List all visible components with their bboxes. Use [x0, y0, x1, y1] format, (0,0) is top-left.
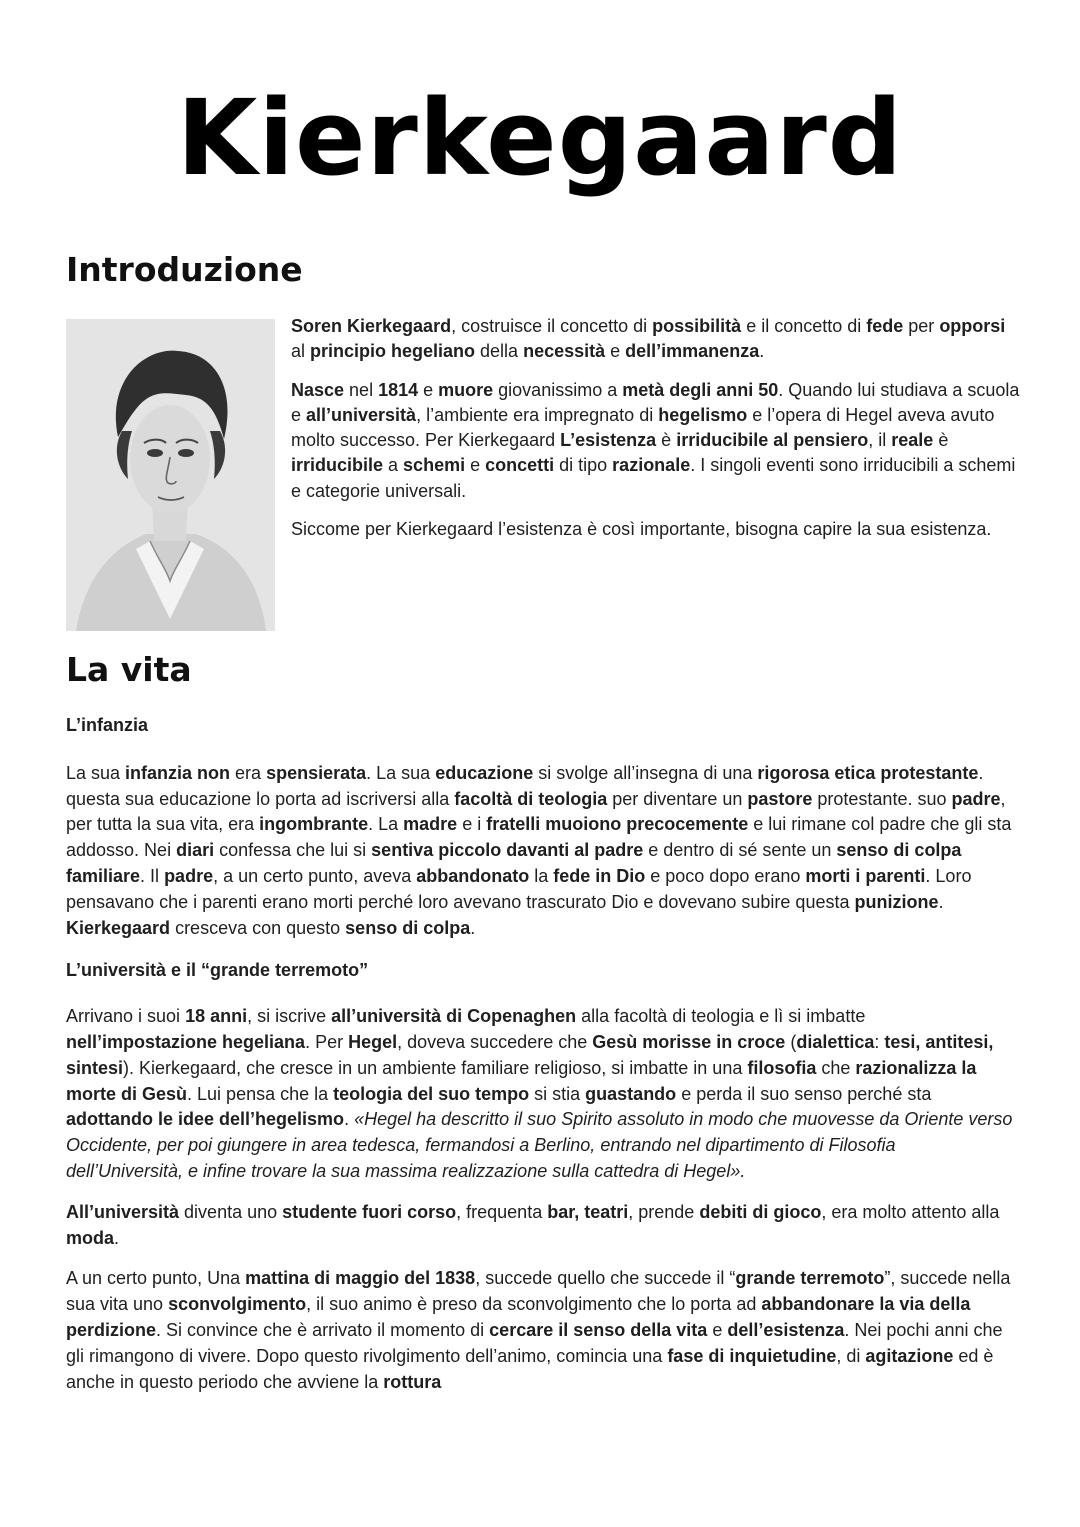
bold-term: necessità	[523, 341, 606, 362]
text-run: . questa sua educazione lo porta ad iscriversi alla	[66, 762, 984, 809]
text-run: , il	[868, 430, 892, 451]
bold-term: fede	[866, 316, 904, 336]
heading-la-vita: La vita	[66, 650, 192, 689]
text-run: per diventare un	[607, 788, 748, 809]
text-run: .	[470, 917, 476, 938]
text-run: che	[816, 1057, 856, 1078]
text-run: era	[230, 762, 267, 783]
bold-term: morti i parenti	[805, 865, 926, 886]
bold-term: fratelli muoiono precocemente	[486, 814, 749, 835]
text-run: :	[874, 1031, 885, 1052]
heading-introduzione: Introduzione	[66, 250, 303, 289]
text-run: a	[383, 455, 404, 476]
text-run: . Loro pensavano che i parenti erano morti perché loro avevano trascurato Dio e dovevano subire questa	[66, 865, 972, 912]
bold-term: dialettica	[796, 1031, 875, 1052]
bold-term: filosofia	[747, 1057, 817, 1078]
text-run: al	[291, 341, 311, 362]
text-run: . Per	[305, 1031, 349, 1052]
bold-term: L’esistenza	[560, 430, 657, 451]
bold-term: tesi, antitesi, sintesi	[66, 1031, 994, 1078]
bold-term: fase di inquietudine	[667, 1345, 837, 1366]
text-run: è	[933, 430, 949, 451]
bold-term: diari	[176, 840, 215, 861]
text-run: confessa che lui si	[214, 840, 372, 861]
text-run: cresceva con questo	[170, 917, 346, 938]
bold-term: reale	[891, 430, 934, 451]
text-run: della	[475, 341, 524, 362]
text-run: diventa uno	[179, 1201, 283, 1222]
text-run: e	[605, 341, 626, 362]
text-run: , l’ambiente era impregnato di	[416, 404, 659, 425]
text-run: , succede quello che succede il “	[475, 1268, 736, 1289]
text-run: , il suo animo è preso da sconvolgimento che lo porta ad	[306, 1294, 762, 1315]
text-run: . La sua	[366, 762, 436, 783]
text-run: , costruisce il concetto di	[451, 316, 653, 336]
bold-term: Soren Kierkegaard	[291, 316, 452, 336]
text-run: la	[529, 865, 554, 886]
bold-term: padre	[164, 865, 214, 886]
bold-term: all’università di Copenaghen	[331, 1006, 577, 1027]
text-run: La sua	[66, 762, 126, 783]
text-run: . Si convince che è arrivato il momento di	[156, 1319, 490, 1340]
bold-term: sentiva piccolo davanti al padre	[371, 840, 644, 861]
bold-term: teologia del suo tempo	[333, 1083, 530, 1104]
text-run: ). Kierkegaard, che cresce in un ambiente familiare religioso, si imbatte in una	[123, 1057, 748, 1078]
text-run: A un certo punto, Una	[66, 1268, 246, 1289]
intro-text	[291, 314, 1021, 555]
bold-term: bar, teatri	[547, 1201, 629, 1222]
vita-text	[66, 713, 1016, 1408]
bold-term: pastore	[747, 788, 813, 809]
text-run: . Quando lui studiava a scuola e	[291, 379, 1020, 425]
text-run: ”, succede nella sua vita uno	[66, 1268, 1011, 1315]
bold-term: principio hegeliano	[310, 341, 476, 362]
body-paragraph	[66, 761, 1016, 942]
text-run: protestante. suo	[812, 788, 952, 809]
bold-term: abbandonato	[416, 865, 530, 886]
intro-paragraph	[291, 378, 1021, 504]
text-run: di tipo	[554, 455, 613, 476]
text-run: alla facoltà di teologia e lì si imbatte	[576, 1006, 866, 1027]
bold-term: debiti di gioco	[699, 1201, 822, 1222]
text-run: giovanissimo a	[493, 379, 623, 400]
text-run: per	[903, 316, 940, 336]
text-run: e perda il suo senso perché sta	[676, 1083, 932, 1104]
text-run: , di	[836, 1345, 866, 1366]
bold-term: possibilità	[652, 316, 742, 336]
intro-paragraph	[291, 314, 1021, 365]
text-run: (	[785, 1031, 797, 1052]
text-run: , si iscrive	[247, 1006, 332, 1027]
bold-term: senso di colpa	[345, 917, 471, 938]
bold-term: agitazione	[865, 1345, 954, 1366]
bold-term: moda	[66, 1227, 115, 1248]
bold-term: rottura	[383, 1371, 442, 1392]
body-paragraph	[66, 1266, 1016, 1395]
bold-term: rigorosa etica protestante	[757, 762, 979, 783]
text-run: .	[114, 1227, 120, 1248]
bold-term: irriducibile	[291, 455, 384, 476]
bold-term: ingombrante	[259, 814, 369, 835]
subheading-universita: L’università e il “grande terremoto”	[66, 960, 369, 981]
text-run: , doveva succedere che	[397, 1031, 593, 1052]
bold-term: dell’immanenza	[625, 341, 760, 362]
text-run: ed è anche in questo periodo che avviene la	[66, 1345, 994, 1392]
bold-term: Hegel	[348, 1031, 398, 1052]
text-run: , a un certo punto, aveva	[213, 865, 417, 886]
bold-term: Nasce	[291, 379, 345, 400]
text-run: Arrivano i suoi	[66, 1006, 186, 1027]
bold-term: senso di colpa familiare	[66, 840, 962, 886]
text-run: . Lui pensa che la	[187, 1083, 334, 1104]
document-title: Kierkegaard	[176, 77, 904, 199]
text-run: e poco dopo erano	[645, 865, 806, 886]
bold-term: concetti	[485, 455, 555, 476]
text-run: . I singoli eventi sono irriducibili a schemi e categorie universali.	[291, 455, 1016, 501]
bold-term: metà degli anni 50	[622, 379, 779, 400]
bold-term: facoltà di teologia	[454, 788, 608, 809]
body-paragraph	[66, 1004, 1016, 1185]
intro-paragraph	[291, 517, 1021, 542]
bold-term: dell’esistenza	[727, 1319, 845, 1340]
text-run: è	[656, 430, 677, 451]
body-paragraph	[66, 1200, 1016, 1252]
text-run: .	[938, 891, 944, 912]
bold-term: opporsi	[939, 316, 1006, 336]
bold-term: cercare il senso della vita	[489, 1319, 708, 1340]
bold-term: 1814	[378, 379, 419, 400]
bold-term: fede in Dio	[553, 865, 646, 886]
bold-term: Gesù morisse in croce	[592, 1031, 786, 1052]
bold-term: sconvolgimento	[168, 1294, 307, 1315]
bold-term: grande terremoto	[735, 1268, 885, 1289]
bold-term: schemi	[403, 455, 466, 476]
bold-term: guastando	[585, 1083, 677, 1104]
text-run: e lui rimane col padre che gli sta addosso. Nei	[66, 814, 1012, 861]
text-run: e l’opera di Hegel aveva avuto molto successo. Per Kierkegaard	[291, 404, 995, 451]
bold-term: All’università	[66, 1201, 180, 1222]
bold-term: padre	[951, 788, 1001, 809]
text-run: .	[344, 1109, 355, 1130]
text-run: , per tutta la sua vita, era	[66, 788, 1006, 835]
text-run: . La	[368, 814, 404, 835]
bold-term: madre	[403, 814, 458, 835]
text-run: , frequenta	[456, 1201, 548, 1222]
bold-term: adottando le idee dell’hegelismo	[66, 1109, 345, 1130]
text-run: e	[707, 1319, 728, 1340]
text-run: , prende	[628, 1201, 700, 1222]
bold-term: nell’impostazione hegeliana	[66, 1031, 306, 1052]
bold-term: muore	[438, 379, 494, 400]
bold-term: mattina di maggio del 1838	[245, 1268, 476, 1289]
text-run: si stia	[529, 1083, 586, 1104]
text-run: e	[418, 379, 439, 400]
bold-term: infanzia non	[125, 762, 231, 783]
bold-term: abbandonare la via della perdizione	[66, 1294, 971, 1340]
text-run: e i	[457, 814, 487, 835]
bold-term: irriducibile al pensiero	[676, 430, 869, 451]
bold-term: punizione	[854, 891, 939, 912]
text-run: , era molto attento alla	[821, 1201, 1000, 1222]
text-run: . Nei pochi anni che gli rimangono di vivere. Dopo questo rivolgimento dell’animo, comincia una	[66, 1319, 1003, 1366]
text-run: e dentro di sé sente un	[643, 840, 837, 861]
quote-text: «Hegel ha descritto il suo Spirito assoluto in modo che muovesse da Oriente verso Occidente, per poi giungere in area tedesca, fermandosi a Berlino, entrando nel dipartimento di Filosofia dell’Università, e infine trovare la sua massima realizzazione sulla cattedra di Hegel».	[66, 1109, 1013, 1181]
bold-term: studente fuori corso	[282, 1201, 457, 1222]
text-run: nel	[344, 379, 379, 400]
bold-term: spensierata	[266, 762, 367, 783]
bold-term: razionalizza la morte di Gesù	[66, 1057, 977, 1104]
text-run: .	[759, 341, 765, 362]
bold-term: razionale	[612, 455, 691, 476]
text-run: . Il	[140, 865, 165, 886]
bold-term: Kierkegaard	[66, 917, 171, 938]
text-run: e il concetto di	[741, 316, 867, 336]
bold-term: 18 anni	[185, 1006, 248, 1027]
portrait-kierkegaard-icon	[66, 319, 275, 631]
subheading-infanzia: L’infanzia	[66, 715, 149, 735]
portrait-drawing	[66, 319, 275, 631]
bold-term: all’università	[306, 404, 417, 425]
text-run: si svolge all’insegna di una	[533, 762, 758, 783]
text-run: e	[465, 455, 486, 476]
bold-term: hegelismo	[658, 404, 748, 425]
bold-term: educazione	[435, 762, 534, 783]
text-run: Siccome per Kierkegaard l’esistenza è così importante, bisogna capire la sua esistenza.	[291, 519, 992, 540]
